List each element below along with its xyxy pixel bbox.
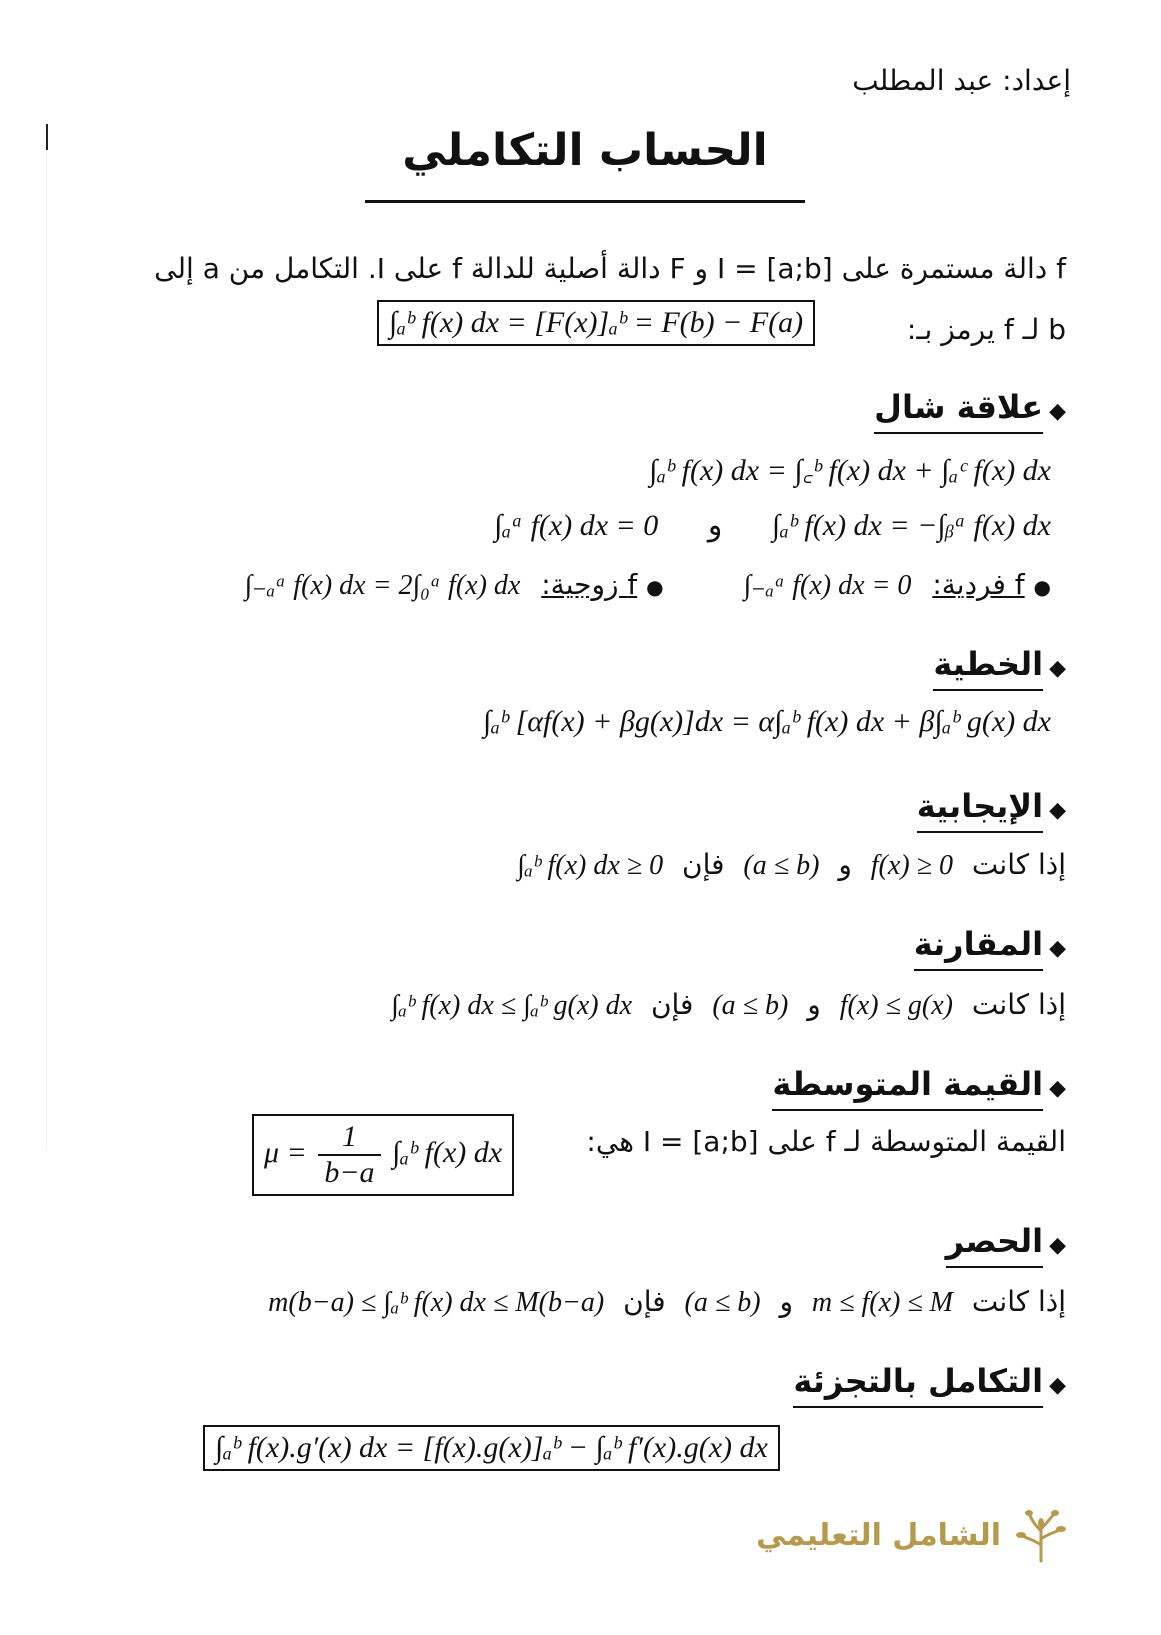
section-heading-mean bbox=[772, 1065, 1066, 1103]
fundamental-formula-box: ∫ₐᵇ f(x) dx = [F(x)]ₐᵇ = F(b) − F(a) bbox=[377, 300, 815, 346]
and-word: و bbox=[807, 988, 821, 1021]
if-word: إذا كانت bbox=[971, 848, 1066, 881]
diamond-bullet-icon: ◆ bbox=[1049, 798, 1066, 823]
bounds-condition: m ≤ f(x) ≤ M bbox=[811, 1287, 954, 1318]
comparison-condition: f(x) ≤ g(x) bbox=[839, 990, 954, 1021]
diamond-bullet-icon: ◆ bbox=[1049, 1233, 1066, 1258]
bullet-dot-icon: ● bbox=[1033, 575, 1051, 599]
odd-equation: ∫₋ₐᵃ f(x) dx = 0 bbox=[743, 570, 912, 601]
intro-line-1: f دالة مستمرة على I = [a;b] و F دالة أصلية للدالة f على I. التكامل من a إلى bbox=[154, 252, 1066, 285]
diamond-bullet-icon: ◆ bbox=[1049, 1076, 1066, 1101]
and-word: و bbox=[838, 848, 852, 881]
bounds-result: m(b−a) ≤ ∫ₐᵇ f(x) dx ≤ M(b−a) bbox=[268, 1287, 605, 1318]
section-heading-parts bbox=[793, 1362, 1066, 1400]
then-word: فإن bbox=[623, 1285, 666, 1318]
if-word: إذا كانت bbox=[971, 988, 1066, 1021]
diamond-bullet-icon: ◆ bbox=[1049, 1373, 1066, 1398]
positivity-condition: f(x) ≥ 0 bbox=[870, 850, 954, 881]
mean-integral: ∫ₐᵇ f(x) dx bbox=[392, 1135, 503, 1169]
page-title: الحساب التكاملي bbox=[402, 125, 768, 176]
margin-mark bbox=[46, 124, 48, 150]
tree-logo-icon bbox=[1011, 1505, 1071, 1565]
section-heading-positivity bbox=[917, 787, 1066, 825]
then-word: فإن bbox=[650, 988, 694, 1021]
even-label: f زوجية: bbox=[541, 568, 638, 601]
scan-edge bbox=[46, 150, 47, 1150]
positivity-row bbox=[507, 848, 1066, 882]
parity-row bbox=[233, 568, 1051, 602]
then-word: فإن bbox=[682, 848, 725, 881]
footer-logo bbox=[756, 1505, 1071, 1565]
heading-text: علاقة شال bbox=[874, 388, 1043, 434]
zero-interval-equation: ∫ₐᵃ f(x) dx = 0 bbox=[494, 509, 659, 542]
positivity-result: ∫ₐᵇ f(x) dx ≥ 0 bbox=[517, 850, 664, 881]
section-heading-bounds bbox=[946, 1222, 1066, 1260]
section-heading-comparison bbox=[914, 925, 1066, 963]
chasles-reverse-row bbox=[494, 508, 1051, 543]
diamond-bullet-icon: ◆ bbox=[1049, 656, 1066, 681]
order-condition: (a ≤ b) bbox=[712, 990, 789, 1021]
order-condition: (a ≤ b) bbox=[684, 1287, 761, 1318]
section-heading-chasles bbox=[874, 388, 1066, 426]
order-condition: (a ≤ b) bbox=[743, 850, 820, 881]
fraction-numerator: 1 bbox=[318, 1120, 380, 1156]
heading-text: التكامل بالتجزئة bbox=[793, 1362, 1043, 1408]
reverse-bounds-equation: ∫ₐᵇ f(x) dx = −∫ᵦᵃ f(x) dx bbox=[771, 509, 1051, 542]
heading-text: الإيجابية bbox=[917, 787, 1043, 833]
odd-label: f فردية: bbox=[932, 568, 1025, 601]
diamond-bullet-icon: ◆ bbox=[1049, 399, 1066, 424]
comparison-row bbox=[381, 988, 1066, 1022]
parts-formula-box: ∫ₐᵇ f(x).g′(x) dx = [f(x).g(x)]ₐᵇ − ∫ₐᵇ f′(x).g(x) dx bbox=[203, 1425, 780, 1471]
mean-text: القيمة المتوسطة لـ f على I = [a;b] هي: bbox=[586, 1125, 1066, 1158]
mu-symbol: μ = bbox=[264, 1135, 307, 1169]
diamond-bullet-icon: ◆ bbox=[1049, 936, 1066, 961]
and-word: و bbox=[707, 508, 723, 543]
heading-text: القيمة المتوسطة bbox=[772, 1065, 1043, 1111]
heading-text: الخطية bbox=[933, 645, 1043, 691]
chasles-equation: ∫ₐᵇ f(x) dx = ∫꜀ᵇ f(x) dx + ∫ₐᶜ f(x) dx bbox=[649, 454, 1051, 487]
fraction-denominator: b−a bbox=[324, 1156, 375, 1189]
logo-text: الشامل التعليمي bbox=[756, 1517, 1001, 1553]
section-heading-linearity bbox=[933, 645, 1066, 683]
if-word: إذا كانت bbox=[971, 1285, 1066, 1318]
heading-text: المقارنة bbox=[914, 925, 1043, 971]
intro-line-2: b لـ f يرمز بـ: bbox=[906, 313, 1066, 346]
title-underline bbox=[365, 200, 805, 203]
author-line: إعداد: عبد المطلب bbox=[852, 64, 1071, 97]
even-equation: ∫₋ₐᵃ f(x) dx = 2∫₀ᵃ f(x) dx bbox=[244, 570, 521, 601]
bounds-row bbox=[258, 1285, 1066, 1319]
mean-formula-box bbox=[252, 1114, 514, 1196]
comparison-result: ∫ₐᵇ f(x) dx ≤ ∫ₐᵇ g(x) dx bbox=[391, 990, 633, 1021]
bullet-dot-icon: ● bbox=[646, 575, 664, 599]
fraction bbox=[318, 1120, 380, 1190]
linearity-equation: ∫ₐᵇ [αf(x) + βg(x)]dx = α∫ₐᵇ f(x) dx + β∫ₐᵇ g(x) dx bbox=[483, 705, 1051, 738]
heading-text: الحصر bbox=[946, 1222, 1043, 1268]
and-word: و bbox=[779, 1285, 793, 1318]
